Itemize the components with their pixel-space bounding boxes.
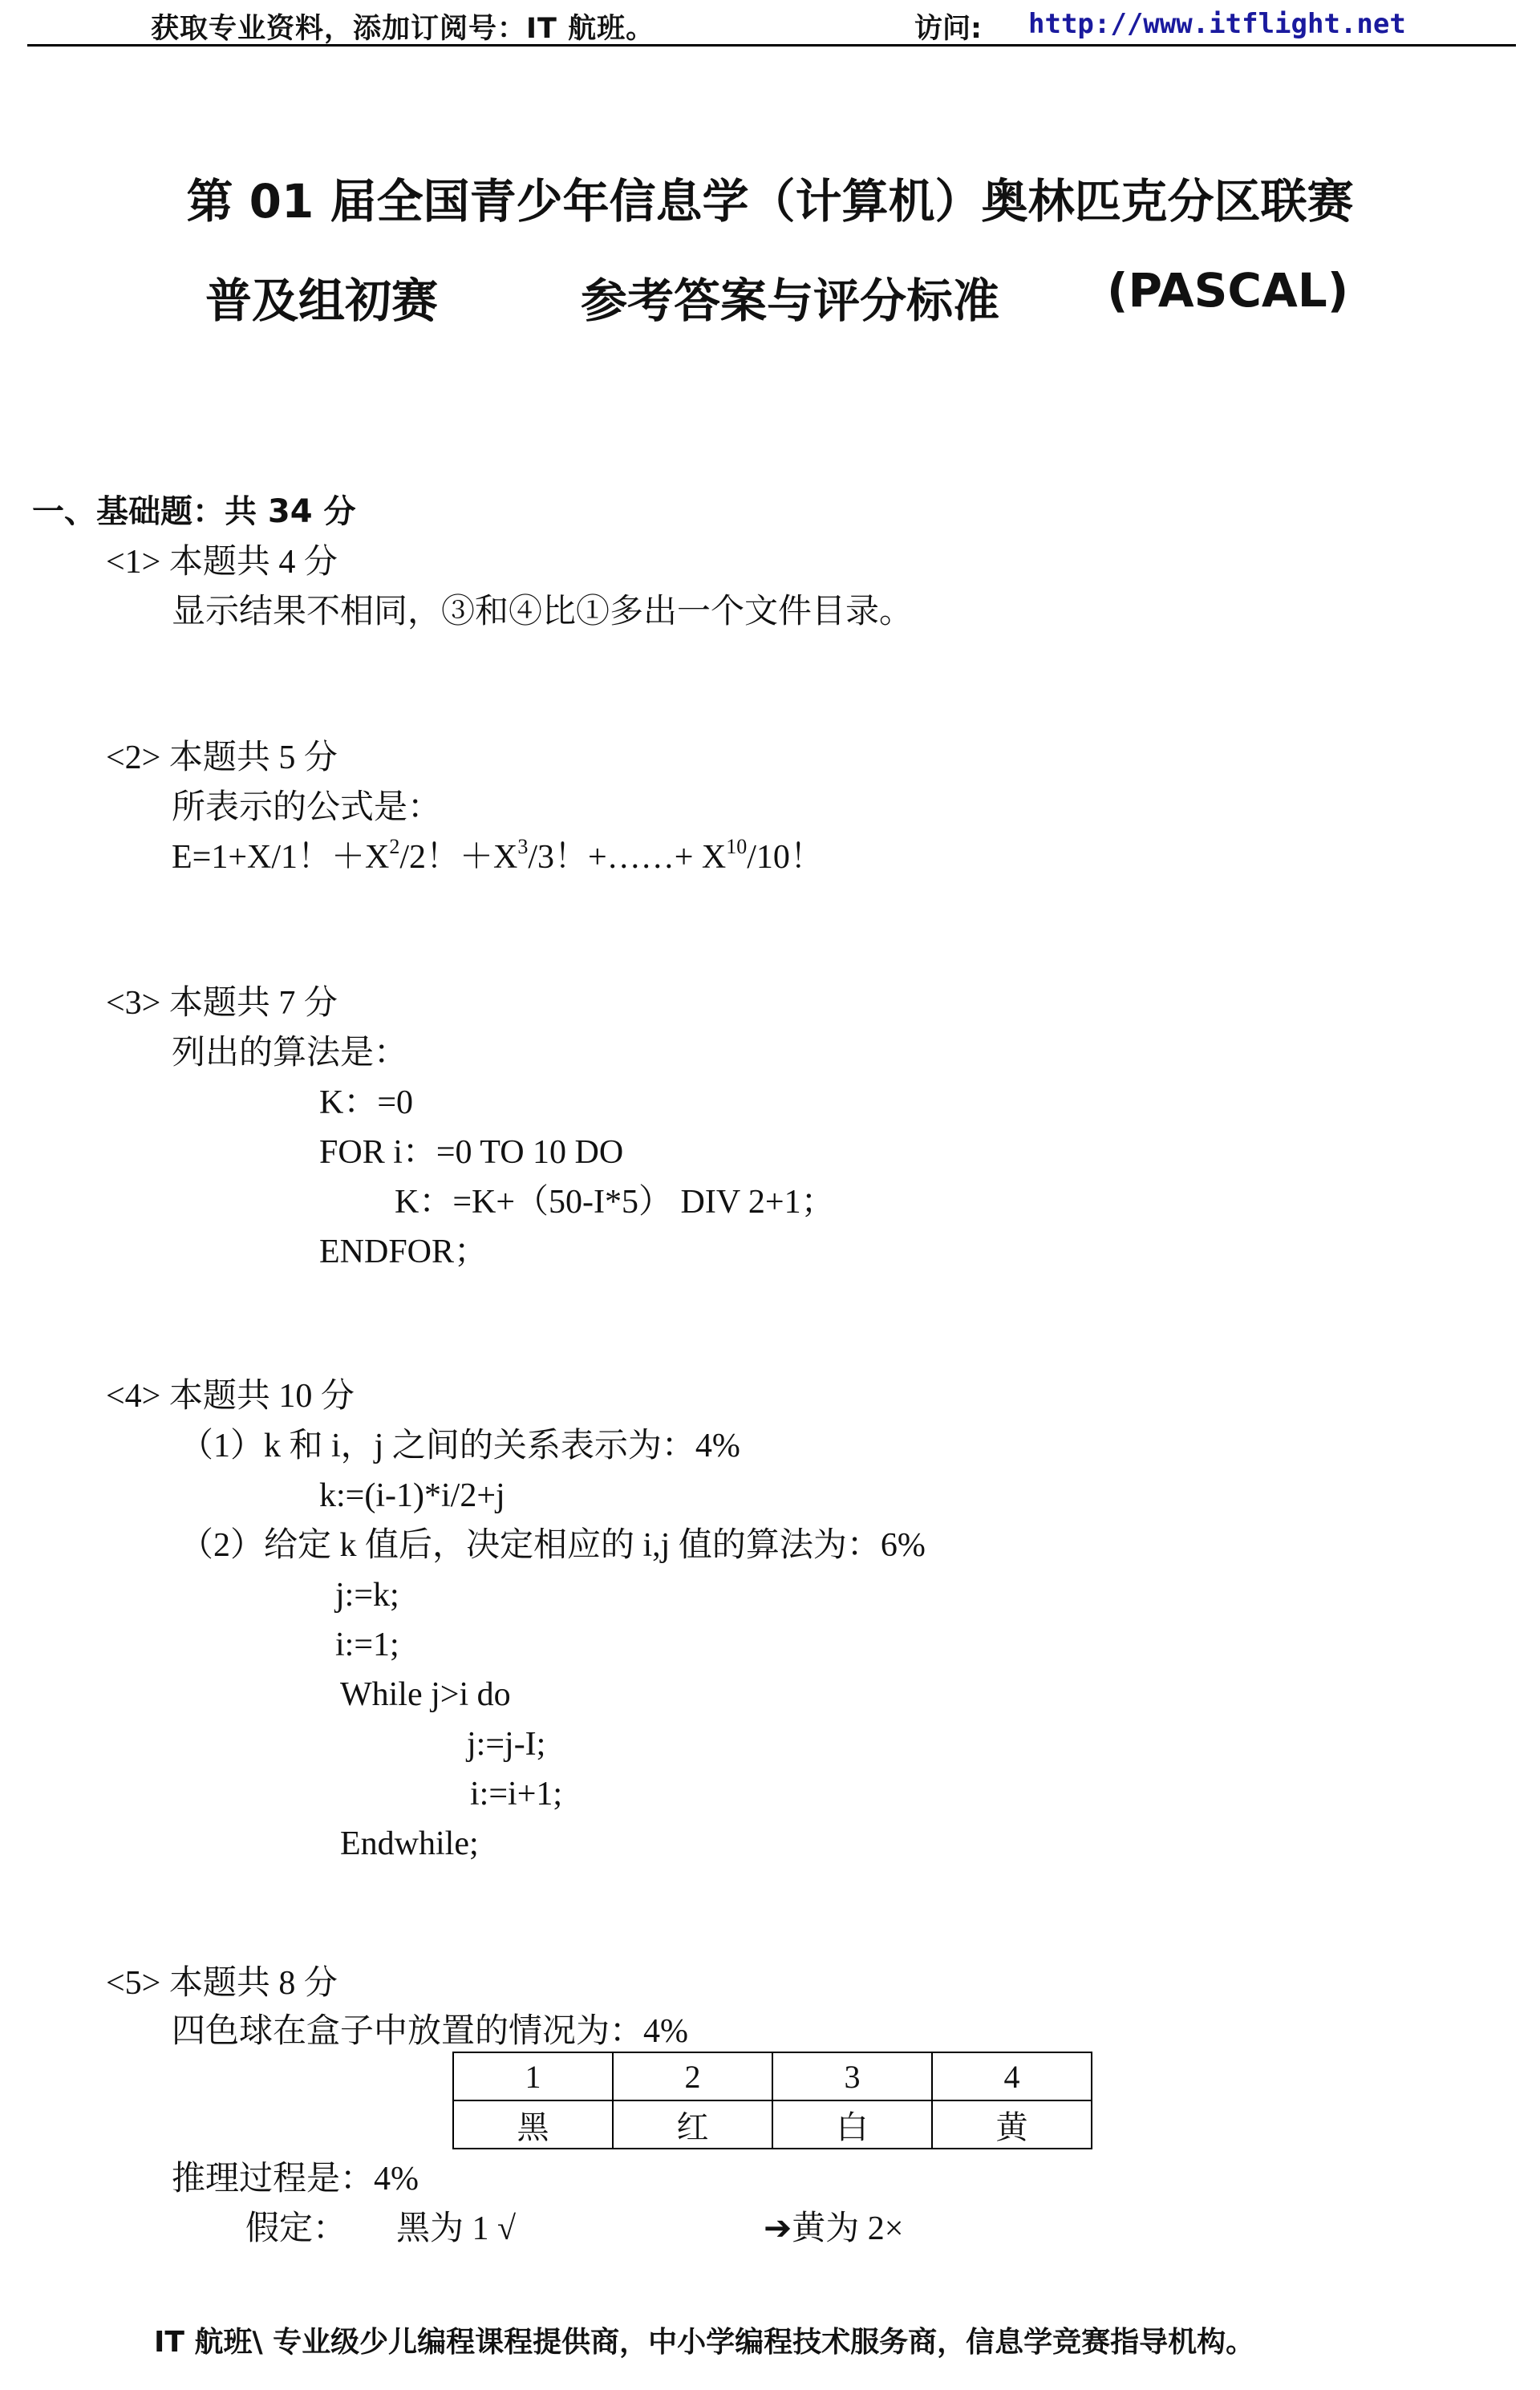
formula-exponent: 3	[517, 835, 529, 858]
formula-exponent: 2	[389, 835, 400, 858]
code-line: ENDFOR；	[319, 1233, 488, 1270]
header-divider	[27, 44, 1516, 47]
formula-part: E=1+X/1！＋X	[172, 839, 390, 876]
table-cell: 白	[772, 2100, 932, 2149]
header-visit-label: 访问:	[914, 13, 982, 45]
q2-formula	[172, 835, 824, 876]
header-subscribe-text: 获取专业资料，添加订阅号：IT 航班。	[151, 13, 655, 45]
q1-answer: 显示结果不相同，③和④比①多出一个文件目录。	[172, 593, 914, 630]
formula-exponent: 10	[726, 835, 748, 858]
code-line: FOR i：=0 TO 10 DO	[319, 1134, 624, 1171]
table-row	[453, 2100, 1092, 2149]
table-cell: 1	[453, 2052, 613, 2100]
q2-label: <2> 本题共 5 分	[106, 739, 338, 776]
q5-intro: 四色球在盒子中放置的情况为：4%	[172, 2013, 688, 2050]
code-line: i:=1;	[335, 1626, 399, 1663]
subtitle-group: 普及组初赛	[205, 273, 439, 328]
table-cell: 3	[772, 2052, 932, 2100]
page-footer: IT 航班\ 专业级少儿编程课程提供商，中小学编程技术服务商，信息学竞赛指导机构。	[154, 2326, 1255, 2359]
formula-part: /3！+……+ X	[528, 839, 727, 876]
subtitle-answers: 参考答案与评分标准	[581, 273, 1000, 328]
formula-part: /10！	[747, 839, 824, 876]
code-line: K：=0	[319, 1084, 414, 1121]
q5-reasoning: 推理过程是：4%	[172, 2161, 419, 2198]
code-line: i:=i+1;	[470, 1776, 563, 1813]
q5-assume-2: ➔黄为 2×	[764, 2210, 904, 2247]
q4-label: <4> 本题共 10 分	[106, 1378, 355, 1415]
table-cell: 红	[613, 2100, 772, 2149]
document-title: 第 01 届全国青少年信息学（计算机）奥林匹克分区联赛	[186, 174, 1354, 229]
q5-assume-label: 假定：	[245, 2210, 347, 2247]
q4-part1: （1）k 和 i，j 之间的关系表示为：4%	[180, 1428, 740, 1464]
q3-label: <3> 本题共 7 分	[106, 985, 338, 1022]
q5-assume-1: 黑为 1 √	[396, 2210, 517, 2247]
formula-part: /2！＋X	[399, 839, 518, 876]
code-line: While j>i do	[340, 1676, 511, 1713]
section-heading: 一、基础题：共 34 分	[32, 493, 356, 530]
table-cell: 4	[932, 2052, 1092, 2100]
subtitle-language: (PASCAL)	[1107, 263, 1349, 318]
code-line: K：=K+（50-I*5） DIV 2+1；	[395, 1184, 835, 1221]
q5-label: <5> 本题共 8 分	[106, 1965, 338, 2002]
q4-formula: k:=(i-1)*i/2+j	[319, 1477, 505, 1514]
q1-label: <1> 本题共 4 分	[106, 544, 338, 581]
header-url-link[interactable]: http://www.itflight.net	[1028, 8, 1406, 40]
q2-intro: 所表示的公式是：	[172, 789, 442, 826]
code-line: j:=j-I;	[467, 1726, 546, 1763]
page-header	[0, 0, 1540, 48]
table-row	[453, 2052, 1092, 2100]
code-line: Endwhile;	[340, 1825, 479, 1862]
ball-placement-table	[452, 2052, 1092, 2149]
table-cell: 2	[613, 2052, 772, 2100]
q4-part2: （2）给定 k 值后，决定相应的 i,j 值的算法为：6%	[180, 1527, 926, 1564]
table-cell: 黑	[453, 2100, 613, 2149]
q3-intro: 列出的算法是：	[172, 1035, 408, 1071]
code-line: j:=k;	[335, 1577, 399, 1614]
table-cell: 黄	[932, 2100, 1092, 2149]
